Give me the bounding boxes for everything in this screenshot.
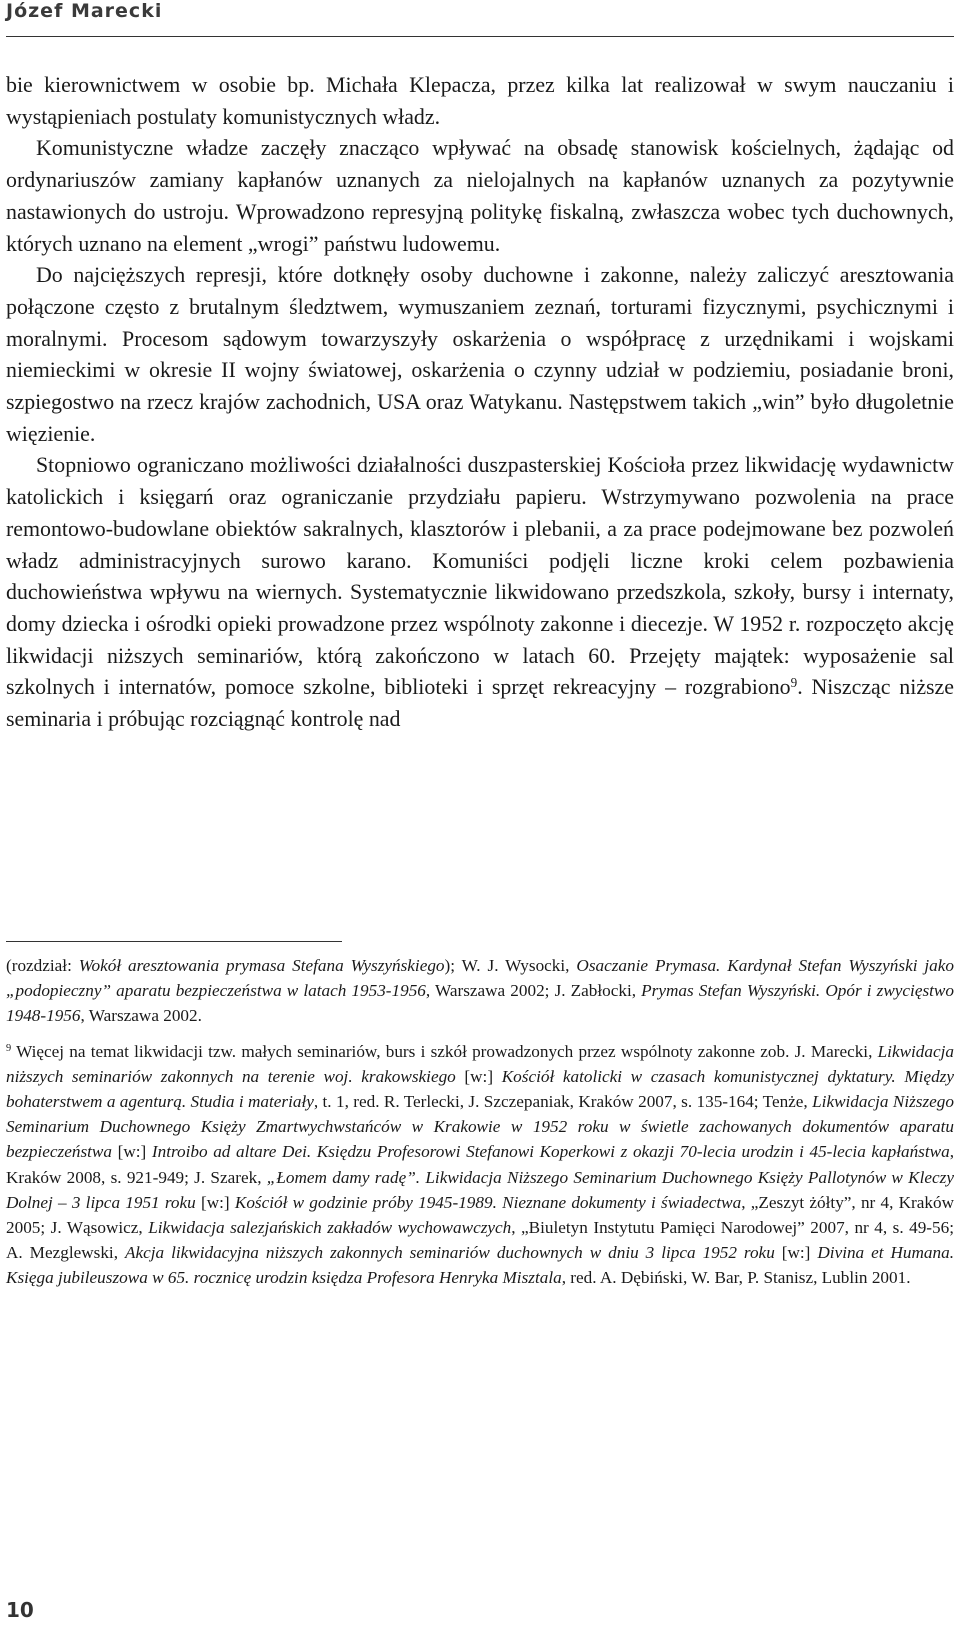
fn-title: Divina et Humana. Księga jubileuszowa w 65. rocznicę urodzin księdza Profesora Henryka Misztala (6, 1243, 954, 1288)
fn-text: [w:] (455, 1066, 502, 1086)
fn-title: Osaczanie Prymasa. Kardynał Stefan Wyszyński jako „podopieczny” aparatu bezpieczeństwa w latach 1953-1956 (6, 956, 954, 1001)
fn-text: ); W. J. Wysocki, (444, 956, 577, 975)
running-head: Józef Marecki (6, 0, 163, 22)
footnote-rule (6, 941, 342, 942)
fn-text: , Warszawa 2002; J. Zabłocki, (425, 981, 642, 1001)
footnote-9 (6, 1039, 954, 1291)
paragraph-continuation: bie kierownictwem w osobie bp. Michała Klepacza, przez kilka lat realizował w swym nauczaniu i wystąpieniach postulaty komunistycznych władz. (6, 72, 954, 129)
header-rule (6, 36, 954, 37)
fn-text: , „Biuletyn Instytutu Pamięci Narodowej” 2007, nr 4, s. 49-56; A. Mezglewski, (6, 1218, 954, 1263)
page-number: 10 (6, 1598, 34, 1622)
fn-title: „Łomem damy radę”. Likwidacja Niższego Seminarium Duchownego Księży Pallotynów w Kleczy Dolnej – 3 lipca 1951 roku (6, 1167, 954, 1212)
fn-text: , red. A. Dębiński, W. Bar, P. Stanisz, Lublin 2001. (561, 1268, 911, 1288)
footnote-continuation (6, 953, 954, 1029)
fn-title: Kościół w godzinie próby 1945-1989. Nieznane dokumenty i świadectwa (234, 1192, 742, 1212)
fn-text: , t. 1, red. R. Terlecki, J. Szczepaniak, Kraków 2007, s. 135-164; Tenże, (313, 1092, 813, 1112)
fn-title: Wokół aresztowania prymasa Stefana Wyszyńskiego (78, 956, 445, 975)
paragraph (6, 449, 954, 734)
fn-title: Akcja likwidacyjna niższych zakonnych seminariów duchownych w dniu 3 lipca 1952 roku (124, 1243, 775, 1263)
fn-title: Prymas Stefan Wyszyński. Opór i zwycięstwo 1948-1956 (6, 981, 954, 1026)
footnote-marker-9: 9 (6, 1042, 12, 1054)
fn-text: Więcej na temat likwidacji tzw. małych seminariów, burs i szkół prowadzonych przez wspólnoty zakonne zob. J. Marecki, (11, 1041, 878, 1061)
fn-text: [w:] (195, 1192, 235, 1212)
fn-title: Likwidacja Niższego Seminarium Duchownego Księży Zmartwychwstańców w Krakowie w 1952 roku w świetle zachowanych dokumentów aparatu bezpieczeństwa (6, 1092, 954, 1162)
fn-text: (rozdział: (6, 956, 79, 975)
fn-text: , Warszawa 2002. (80, 1006, 202, 1026)
paragraph: Do najcięższych represji, które dotknęły osoby duchowne i zakonne, należy zaliczyć aresztowania połączone często z brutalnym śledztwem, wymuszaniem zeznań, torturami fizycznymi, psychicznymi i moralnymi. Procesom sądowym towarzyszyły oskarżenia o współpracę z urzędnikami i wojskami niemieckimi w okresie II wojny światowej, oskarżenia o czynny udział w podziemiu, posiadanie broni, szpiegostwo na rzecz krajów zachodnich, USA oraz Watykanu. Następstwem takich „win” było długoletnie więzienie. (6, 262, 954, 446)
footnote-ref-9[interactable]: 9 (790, 675, 798, 691)
paragraph: Komunistyczne władze zaczęły znacząco wpływać na obsadę stanowisk kościelnych, żądając od ordynariuszów zamiany kapłanów uznanych za nielojalnych na kapłanów uznanych za pozytywnie nastawionych do ustroju. Wprowadzono represyjną politykę fiskalną, zwłaszcza wobec tych duchownych, których uznano na element „wrogi” państwu ludowemu. (6, 135, 954, 256)
fn-text: [w:] (111, 1142, 152, 1162)
fn-text: , Kraków 2008, s. 921-949; J. Szarek, (6, 1142, 955, 1187)
paragraph-text: Stopniowo ograniczano możliwości działalności duszpasterskiej Kościoła przez likwidację wydawnictw katolickich i księgarń oraz ograniczanie przydziału papieru. Wstrzymywano pozwolenia na prace remontowo-budowlane obiektów sakralnych, klasztorów i plebanii, a za prace podejmowane bez pozwoleń władz administracyjnych surowo karano. Komuniści podjęli liczne kroki celem pozbawienia duchowieństwa wpływu na wiernych. Systematycznie likwidowano przedszkola, szkoły, bursy i internaty, domy dziecka i ośrodki opieki prowadzone przez wspólnoty zakonne i diecezje. W 1952 r. rozpoczęto akcję likwidacji niższych seminariów, którą zakończono w latach 60. Przejęty majątek: wyposażenie sal szkolnych i internatów, pomoce szkolne, biblioteki i sprzęt rekreacyjny – rozgrabiono (6, 452, 954, 700)
fn-title: Introibo ad altare Dei. Księdzu Profesorowi Stefanowi Koperkowi z okazji 70-lecia urodzin i 45-lecia kapłaństwa (151, 1142, 950, 1162)
footnotes (6, 953, 954, 1291)
fn-title: Likwidacja niższych seminariów zakonnych na terenie woj. krakowskiego (6, 1041, 954, 1086)
body-text (6, 69, 954, 735)
paragraph-text-tail: . Niszcząc niższe seminaria i próbując rozciągnąć kontrolę nad (6, 674, 954, 732)
fn-title: Kościół katolicki w czasach komunistycznej dyktatury. Między bohaterstwem a agenturą. Studia i materiały (6, 1066, 954, 1112)
fn-text: [w:] (774, 1243, 818, 1263)
fn-title: Likwidacja salezjańskich zakładów wychowawczych (148, 1218, 512, 1238)
fn-text: , „Zeszyt żółty”, nr 4, Kraków 2005; J. Wąsowicz, (6, 1192, 954, 1238)
